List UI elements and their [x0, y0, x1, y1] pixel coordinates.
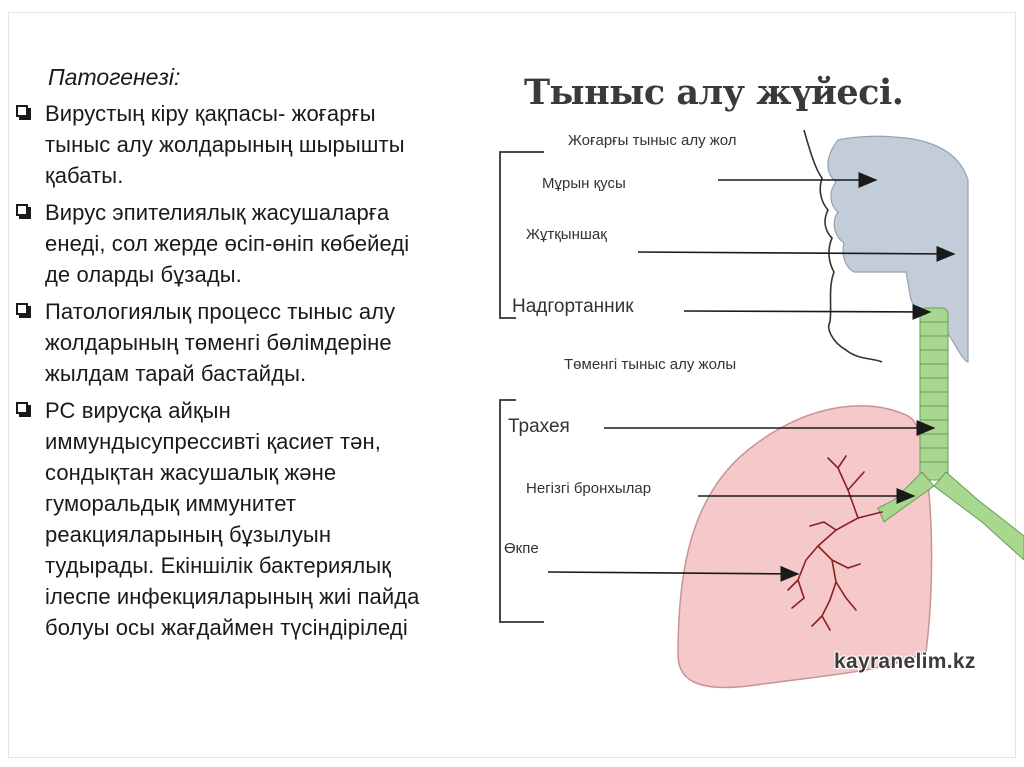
- text-column: [14, 62, 474, 649]
- checkbox-bullet-icon: [16, 402, 28, 414]
- bullet-item: [14, 395, 474, 643]
- label-nasal-cavity: Мұрын қусы: [542, 175, 626, 192]
- watermark-logo: kayranelim.kz: [834, 650, 976, 673]
- checkbox-bullet-icon: [16, 303, 28, 315]
- label-upper-respiratory-tract: Жоғарғы тыныс алу жол: [568, 132, 737, 149]
- checkbox-bullet-icon: [16, 204, 28, 216]
- bullet-text: РС вирусқа айқын иммундысупрессивті қасиет тән, сондықтан жасушалық және гуморальдық иммунитет реакцияларының бұзылуын тудырады. Екіншілік бактериялық ілеспе инфекцияларының жиі пайда болуы осы жағдаймен түсіндіріледі: [45, 398, 420, 640]
- label-pharynx: Жұтқыншақ: [526, 226, 607, 243]
- bullet-text: Вирустың кіру қақпасы- жоғарғы тыныс алу жолдарының шырышты қабаты.: [45, 101, 405, 188]
- bullet-text: Патологиялық процесс тыныс алу жолдарының төменгі бөлімдеріне жылдам тарай бастайды.: [45, 299, 396, 386]
- label-trachea: Трахея: [508, 416, 570, 437]
- bullet-list: [14, 98, 474, 643]
- slide-heading: Патогенезі:: [48, 64, 181, 90]
- anatomy-illustration: [486, 60, 1024, 700]
- diagram-title: Тыныс алу жүйесі.: [524, 72, 904, 113]
- checkbox-bullet-icon: [16, 105, 28, 117]
- respiratory-system-diagram: [486, 60, 1024, 700]
- label-lung: Өкпе: [504, 540, 539, 557]
- bullet-text: Вирус эпителиялық жасушаларға енеді, сол жерде өсіп-өніп көбейеді де оларды бұзады.: [45, 200, 410, 287]
- bullet-item: [14, 98, 474, 191]
- bullet-item: [14, 296, 474, 389]
- label-main-bronchi: Негізгі бронхылар: [526, 480, 652, 497]
- label-lower-respiratory-tract: Төменгі тыныс алу жолы: [564, 356, 737, 373]
- bullet-item: [14, 197, 474, 290]
- lung-shape: [678, 406, 932, 688]
- label-epiglottis: Надгортанник: [512, 296, 634, 317]
